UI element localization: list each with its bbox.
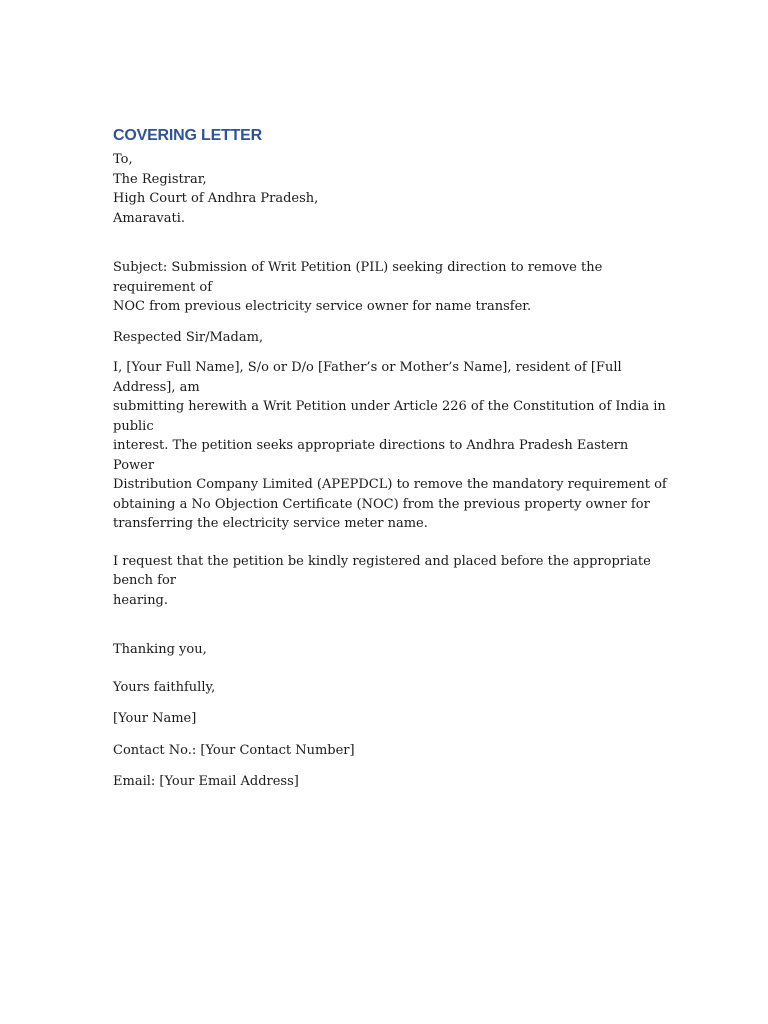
sender-name: [Your Name] [113, 711, 197, 726]
thanks-line: Thanking you, [113, 642, 207, 657]
request-paragraph [113, 552, 668, 611]
body-line: I, [Your Full Name], S/o or D/o [Father’s or Mother’s Name], resident of [Full Address], am [113, 360, 622, 395]
address-line: The Registrar, [113, 171, 207, 187]
body-line: interest. The petition seeks appropriate directions to Andhra Pradesh Eastern Power [113, 438, 629, 473]
subject-line: Subject: Submission of Writ Petition (PIL) seeking direction to remove the requirement of [113, 260, 603, 295]
body-line: obtaining a No Objection Certificate (NOC) from the previous property owner for [113, 496, 650, 512]
body-line: transferring the electricity service meter name. [113, 516, 428, 531]
recipient-address [113, 150, 668, 228]
address-line: High Court of Andhra Pradesh, [113, 191, 319, 206]
body-paragraph [113, 358, 668, 534]
sender-contact: Contact No.: [Your Contact Number] [113, 742, 355, 758]
sender-email: Email: [Your Email Address] [113, 774, 299, 789]
subject-line: NOC from previous electricity service owner for name transfer. [113, 299, 532, 314]
body-line: Distribution Company Limited (APEPDCL) to remove the mandatory requirement of [113, 477, 667, 492]
subject-paragraph [113, 258, 668, 317]
address-line: To, [113, 152, 133, 167]
request-line: I request that the petition be kindly registered and placed before the appropriate bench for [113, 553, 651, 588]
salutation: Respected Sir/Madam, [113, 329, 264, 345]
address-line: Amaravati. [113, 210, 186, 226]
body-line: submitting herewith a Writ Petition under Article 226 of the Constitution of India in public [113, 399, 666, 434]
letter-heading: COVERING LETTER [113, 127, 263, 144]
closing-line: Yours faithfully, [113, 679, 216, 695]
request-line: hearing. [113, 592, 169, 608]
